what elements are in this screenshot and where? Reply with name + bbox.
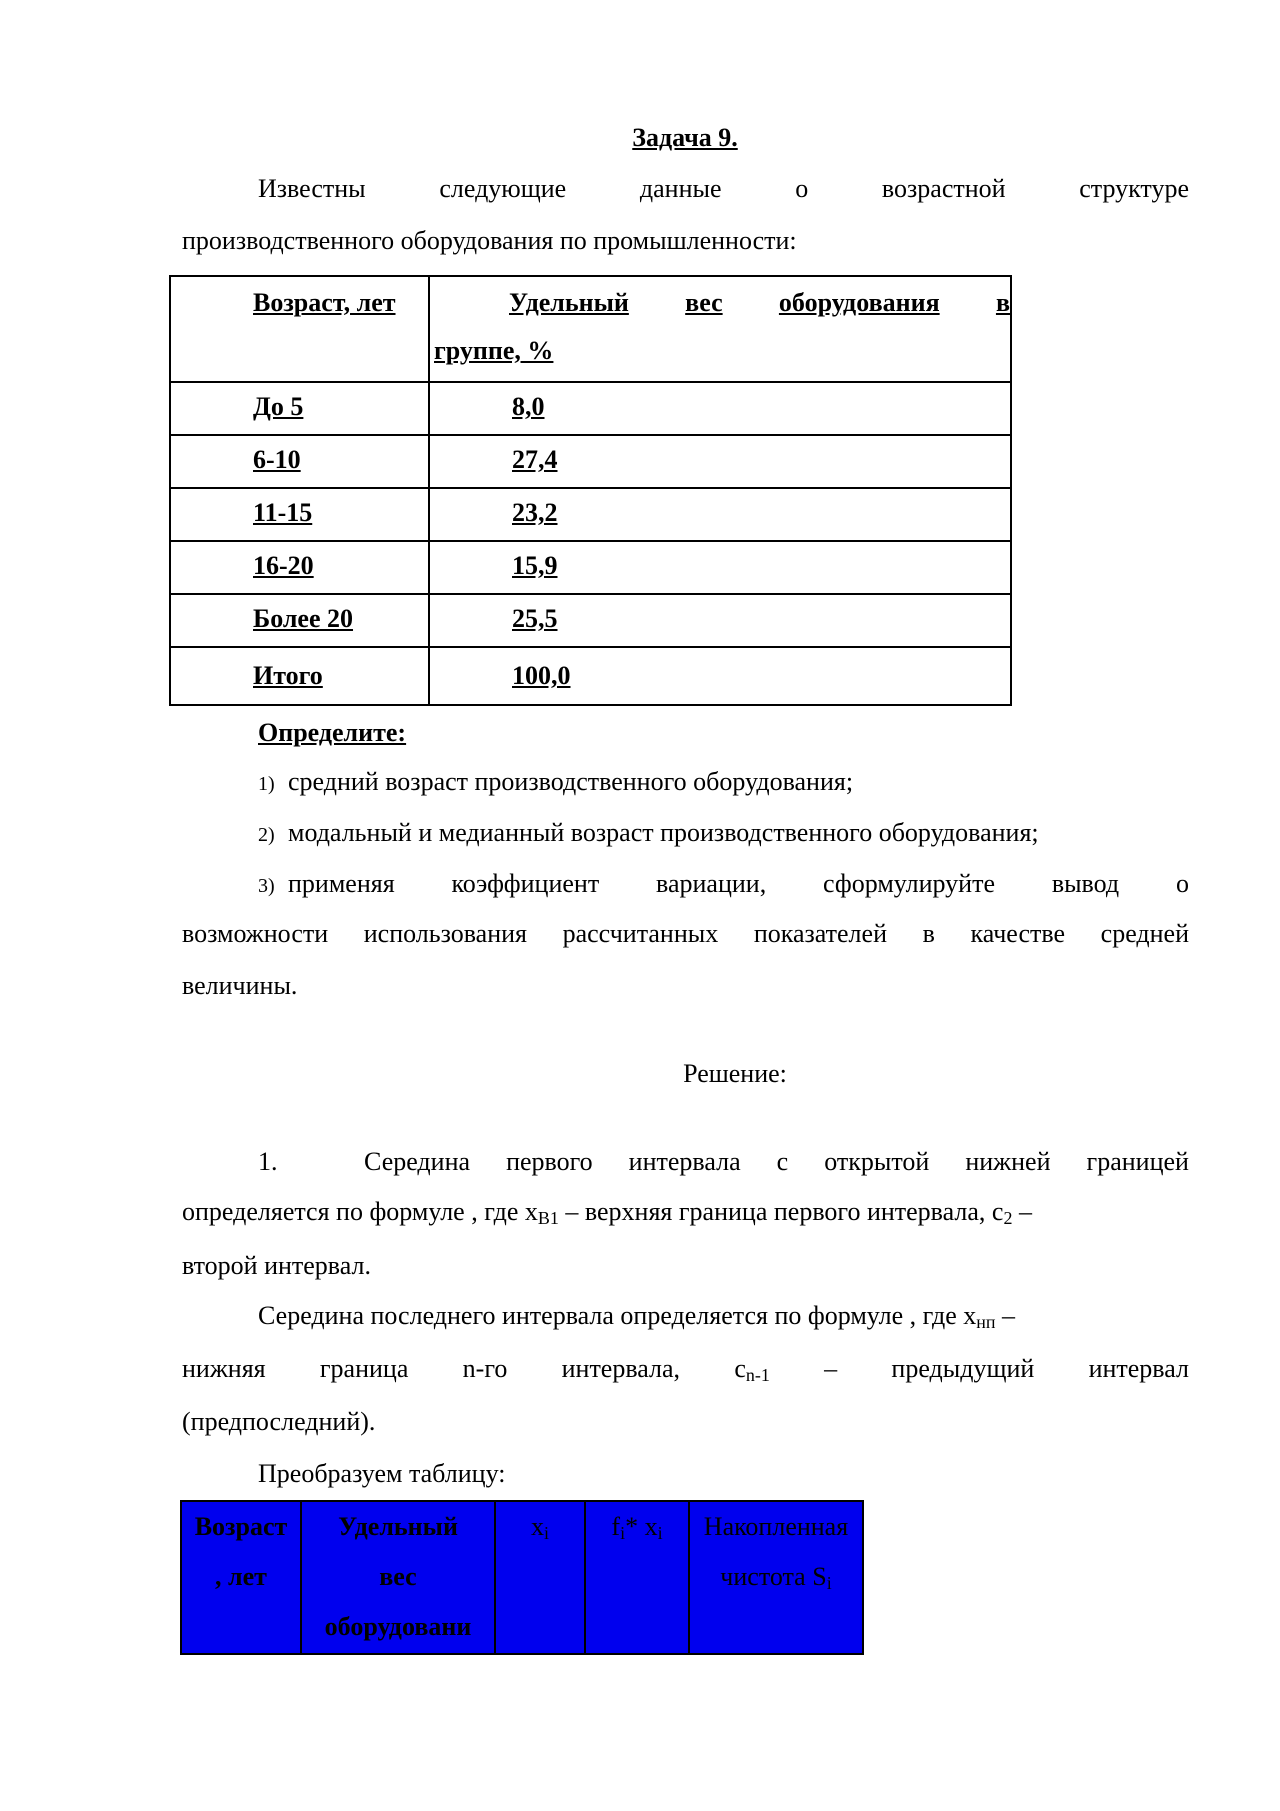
list-item-3-line3: величины. <box>182 971 298 1000</box>
header-line: оборудовани <box>324 1612 472 1641</box>
list-word: сформулируйте <box>823 869 995 898</box>
solution-word: интервала, <box>561 1354 681 1383</box>
subscript: 2 <box>1003 1208 1013 1228</box>
header-age <box>170 276 429 382</box>
solution-word-with-sub <box>734 1343 770 1395</box>
solution-word: n-го <box>462 1354 508 1383</box>
intro-word: о <box>795 174 809 203</box>
cell-share-value: 27,4 <box>512 445 558 474</box>
header-share <box>429 276 1011 382</box>
solution-word: с <box>776 1147 789 1176</box>
transformed-table <box>180 1500 864 1655</box>
list-word: коэффициент <box>451 869 600 898</box>
solution-p1-line3: второй интервал. <box>182 1251 371 1280</box>
header-line: Накопленная <box>703 1512 849 1541</box>
header-share <box>301 1501 495 1654</box>
list-word: вывод <box>1051 869 1120 898</box>
header-line <box>690 1552 862 1602</box>
solution-number: 1. <box>258 1147 278 1176</box>
solution-p2-line3: (предпоследний). <box>182 1407 376 1436</box>
determine-heading: Определите: <box>258 718 407 747</box>
header-text: чистота S <box>720 1562 827 1591</box>
intro-word: Известны <box>258 174 366 203</box>
intro-word: возрастной <box>881 174 1006 203</box>
intro-word: следующие <box>439 174 567 203</box>
text-run: – верхняя граница первого интервала, c <box>558 1197 1004 1226</box>
cell-share <box>429 488 1011 541</box>
solution-word: – <box>824 1354 838 1383</box>
table-row-total <box>170 647 1011 705</box>
solution-word: границей <box>1086 1147 1189 1176</box>
task-title: Задача 9. <box>632 123 738 152</box>
solution-word: Середина <box>364 1147 471 1176</box>
subscript: i <box>620 1523 626 1543</box>
cell-share <box>429 435 1011 488</box>
header-line: вес <box>379 1562 417 1591</box>
list-item-3-line1 <box>258 858 1189 912</box>
header-word: в <box>995 288 1010 317</box>
solution-word: интервала <box>628 1147 741 1176</box>
header-word: Удельный <box>509 288 629 317</box>
transformed-table-header <box>181 1501 863 1654</box>
cell-share-value: 15,9 <box>512 551 558 580</box>
header-share-line1 <box>509 279 1010 327</box>
list-word: вариации, <box>656 869 767 898</box>
subscript: i <box>826 1573 832 1593</box>
solution-word: первого <box>506 1147 593 1176</box>
cell-share <box>429 541 1011 594</box>
table-row <box>170 594 1011 647</box>
list-text: модальный и медианный возраст производственного оборудования; <box>288 818 1039 847</box>
header-text: * x <box>625 1512 658 1541</box>
header-word: вес <box>685 288 723 317</box>
subscript: i <box>657 1523 663 1543</box>
header-word: оборудования <box>778 288 940 317</box>
list-number: 1) <box>258 773 275 795</box>
solution-p1-line2 <box>182 1186 1189 1238</box>
table-row <box>170 488 1011 541</box>
age-structure-table <box>169 275 1012 706</box>
cell-share-value: 23,2 <box>512 498 558 527</box>
list-item-1 <box>258 756 1189 810</box>
list-word: применяя <box>288 869 395 898</box>
cell-age: До 5 <box>170 382 429 435</box>
header-line: Удельный <box>338 1512 458 1541</box>
solution-word: нижней <box>965 1147 1051 1176</box>
solution-p1-line1 <box>258 1136 1189 1188</box>
cell-share-value: 8,0 <box>512 392 545 421</box>
text-run: определяется по формуле , где x <box>182 1197 538 1226</box>
text-run: – <box>995 1301 1016 1330</box>
intro-line-2: производственного оборудования по промышленности: <box>182 226 797 255</box>
subscript: нп <box>976 1312 996 1332</box>
text-run: c <box>734 1354 746 1383</box>
cell-share-value: 25,5 <box>512 604 558 633</box>
header-xi <box>495 1501 585 1654</box>
intro-word: структуре <box>1079 174 1189 203</box>
list-item-3-start <box>258 858 395 912</box>
cell-share <box>429 647 1011 705</box>
cell-age: Итого <box>170 647 429 705</box>
cell-age: Более 20 <box>170 594 429 647</box>
cell-share <box>429 594 1011 647</box>
cell-share-value: 100,0 <box>512 661 571 690</box>
header-line: Возраст <box>194 1512 288 1541</box>
list-item-3-line2: возможности использования рассчитанных показателей в качестве средней <box>182 919 1189 948</box>
cell-share <box>429 382 1011 435</box>
header-cumulative <box>689 1501 863 1654</box>
solution-word: открытой <box>824 1147 930 1176</box>
header-line: , лет <box>215 1562 267 1591</box>
table-row <box>170 541 1011 594</box>
subscript: n-1 <box>745 1365 770 1385</box>
cell-age: 16-20 <box>170 541 429 594</box>
solution-word: интервал <box>1088 1354 1189 1383</box>
header-age <box>181 1501 301 1654</box>
list-text: средний возраст производственного оборудования; <box>288 767 854 796</box>
table-row <box>170 382 1011 435</box>
list-item-2 <box>258 807 1189 861</box>
subscript: i <box>543 1523 549 1543</box>
table-header-row <box>170 276 1011 382</box>
text-run: – <box>1012 1197 1032 1226</box>
header-fixi <box>585 1501 689 1654</box>
header-age-label: Возраст, лет <box>253 288 396 317</box>
solution-p3: Преобразуем таблицу: <box>258 1459 506 1488</box>
list-word: о <box>1175 869 1189 898</box>
header-text: f <box>611 1512 621 1541</box>
intro-word: данные <box>639 174 722 203</box>
solution-p2-line2 <box>182 1343 1189 1395</box>
solution-word: граница <box>319 1354 409 1383</box>
list-number: 3) <box>258 875 275 897</box>
solution-word: предыдущий <box>891 1354 1035 1383</box>
solution-heading: Решение: <box>683 1059 787 1088</box>
text-run: Середина последнего интервала определяется по формуле , где x <box>258 1301 977 1330</box>
cell-age: 6-10 <box>170 435 429 488</box>
list-number: 2) <box>258 824 275 846</box>
solution-word: нижняя <box>182 1354 266 1383</box>
intro-line-1 <box>258 163 1189 215</box>
subscript: В1 <box>537 1208 559 1228</box>
header-text: x <box>530 1512 544 1541</box>
cell-age: 11-15 <box>170 488 429 541</box>
table-row <box>170 435 1011 488</box>
solution-p2-line1 <box>258 1290 1189 1342</box>
header-share-line2: группе, % <box>434 336 554 365</box>
